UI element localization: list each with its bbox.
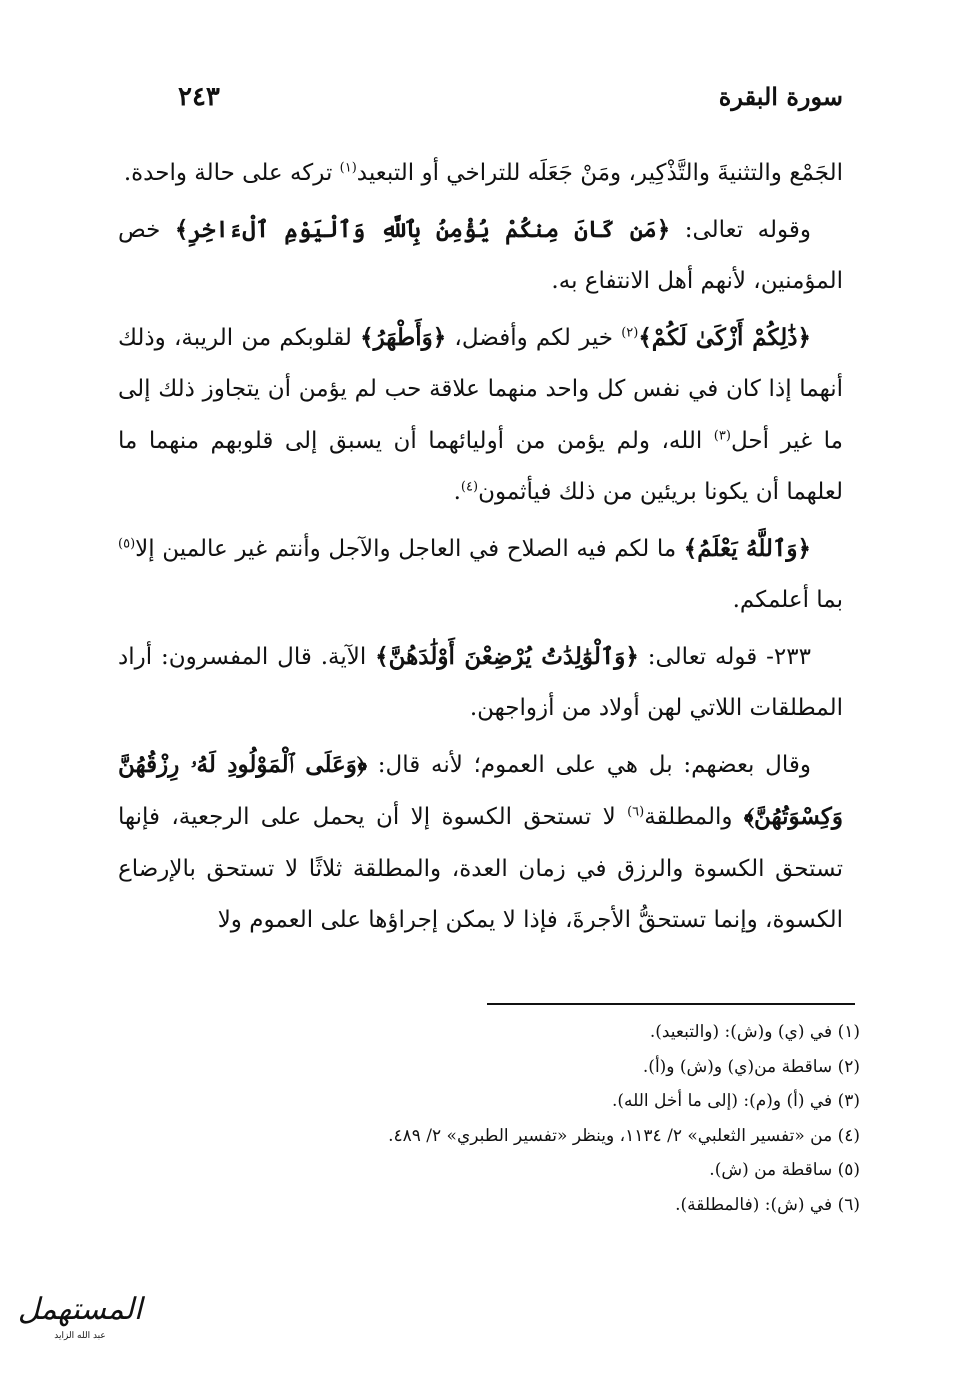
footnote-5: (٥) ساقطة من (ش).	[709, 1160, 860, 1180]
paragraph-2	[118, 204, 843, 308]
footnotes	[240, 1015, 860, 1222]
footnote-3: (٣) في (أ) و(م): (إلى ما أخل الله).	[611, 1091, 860, 1111]
paragraph-5	[118, 631, 843, 735]
footnote-6: (٦) في (ش): (فالمطلقة).	[675, 1194, 860, 1215]
footnote-ref-1: (١)	[339, 160, 357, 176]
quran-verse: ﴿مَن كَانَ مِنكُمْ يُؤْمِنُ بِٱللَّهِ وَٱلْيَوْمِ ٱلْءَاخِرِ﴾	[174, 215, 671, 243]
surah-title: سورة البقرة	[718, 82, 843, 111]
footnote-4: (٤) من «تفسير الثعلبي» ٢/ ١١٣٤، وينظر «تفسير الطبري» ٢/ ٤٨٩.	[388, 1125, 860, 1146]
paragraph-4	[118, 523, 843, 627]
text-run: وقال بعضهم: بل هي على العموم؛ لأنه قال:	[367, 751, 811, 778]
footnote-ref-6: (٦)	[627, 804, 645, 820]
text-run: تركه على حالة واحدة.	[123, 160, 340, 186]
text-run: والمطلقة	[644, 804, 744, 830]
text-run: لا تستحق الكسوة إلا أن يحمل على الرجعية، فإنها تستحق الكسوة والرزق في زمان العدة، والمطلقة ثلاثًا لا تستحق بالإرضاع الكسوة، وإنما تستحقُّ الأجرةَ، فإذا لا يمكن إجراؤها على العموم ولا	[118, 804, 843, 933]
text-run: .	[453, 479, 461, 505]
watermark-logo	[10, 1290, 150, 1362]
footnote-ref-3: (٣)	[713, 427, 731, 443]
footnote-2: (٢) ساقطة من(ي) و(ش) و(أ).	[642, 1056, 860, 1077]
text-run: بما أعلمكم.	[732, 587, 843, 613]
logo-calligraphy: المستهمل	[17, 1292, 143, 1327]
footnote-ref-2: (٢)	[621, 324, 639, 340]
text-run: الجَمْع والتثنيةَ والتَّذْكِير، ومَنْ جَعَلَه للتراخي أو التبعيد	[356, 160, 843, 186]
quran-verse: ﴿وَٱللَّهُ يَعْلَمُ﴾	[683, 534, 812, 562]
text-run: الله، ولم يؤمن من أوليائهما أن يسبق إلى قلوبهم منهما ما لعلهما أن يكونا بريئين من ذلك فيأثمون	[118, 427, 843, 505]
main-text	[118, 148, 843, 951]
text-run: ٢٣٣- قوله تعالى:	[638, 643, 811, 670]
text-run: الآية. قال المفسرون: أراد المطلقات اللاتي لهن أولاد من أزواجهن.	[118, 643, 843, 721]
text-run: خير لكم وأفضل،	[446, 324, 622, 351]
quran-verse: ﴿ذَٰلِكُمْ أَزْكَىٰ لَكُمْ﴾	[638, 323, 811, 351]
text-run: ما لكم فيه الصلاح في العاجل والآجل وأنتم غير عالمين إلا	[135, 535, 684, 562]
text-run: لقلوبكم من الريبة، وذلك أنهما إذا كان في نفس كل واحد منهما علاقة حب لم يؤمن أن يتجاوز ذلك إلى ما غير أحل	[118, 324, 843, 454]
quran-verse: ﴿وَعَلَى ٱلْمَوْلُودِ لَهُۥ رِزْقُهُنَّ وَكِسْوَتُهُنَّ﴾	[118, 750, 843, 830]
text-run: وقوله تعالى:	[670, 216, 811, 243]
footnote-ref-4: (٤)	[460, 479, 479, 495]
logo-subtitle: عبد الله الزايد	[54, 1331, 106, 1341]
footnote-separator	[487, 1003, 855, 1005]
page-number: ٢٤٣	[178, 82, 220, 112]
paragraph-3	[118, 312, 843, 519]
footnote-ref-5: (٥)	[118, 535, 136, 551]
quran-verse: ﴿وَٱلْوَٰلِدَٰتُ يُرْضِعْنَ أَوْلَٰدَهُنَّ﴾	[375, 642, 639, 670]
footnote-1: (١) في (ي) و(ش): (والتبعيد).	[649, 1022, 860, 1042]
text-run: خص المؤمنين، لأنهم أهل الانتفاع به.	[118, 216, 843, 294]
paragraph-1	[118, 148, 843, 200]
paragraph-6	[118, 739, 843, 947]
quran-verse: ﴿وَأَطْهَرُ﴾	[360, 323, 447, 351]
page-header	[168, 82, 843, 122]
